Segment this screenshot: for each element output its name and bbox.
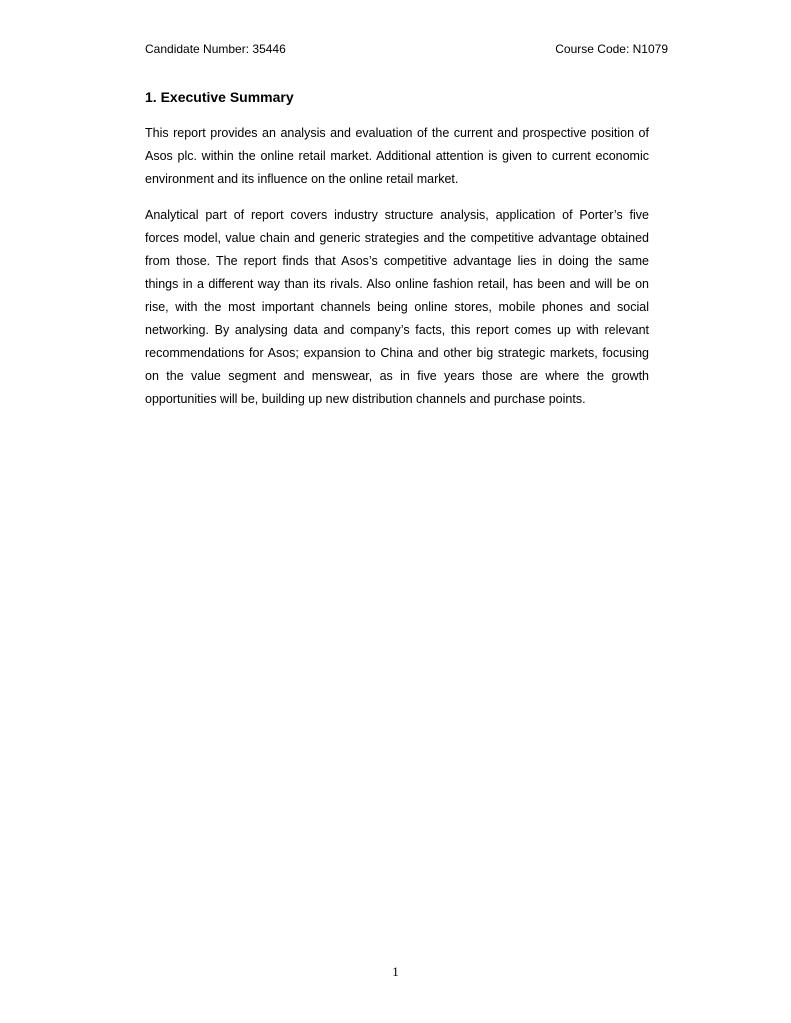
summary-paragraph-1: This report provides an analysis and evaluation of the current and prospective position of Asos plc. within the online retail market. Additional attention is given to current economic environment and its influence on the online retail market. (145, 126, 649, 186)
summary-paragraph-2: Analytical part of report covers industry structure analysis, application of Porter’s five forces model, value chain and generic strategies and the competitive advantage obtained from those. The report finds that Asos’s competitive advantage lies in doing the same things in a different way than its rivals. Also online fashion retail, has been and will be on rise, with the most important channels being online stores, mobile phones and social networking. By analysing data and company’s facts, this report comes up with relevant recommendations for Asos; expansion to China and other big strategic markets, focusing on the value segment and menswear, as in five years those are where the growth opportunities will be, building up new distribution channels and purchase points. (145, 208, 649, 406)
course-code: Course Code: N1079 (555, 42, 668, 56)
section-title: 1. Executive Summary (145, 89, 294, 105)
candidate-number: Candidate Number: 35446 (145, 42, 286, 56)
page-number: 1 (392, 964, 399, 979)
